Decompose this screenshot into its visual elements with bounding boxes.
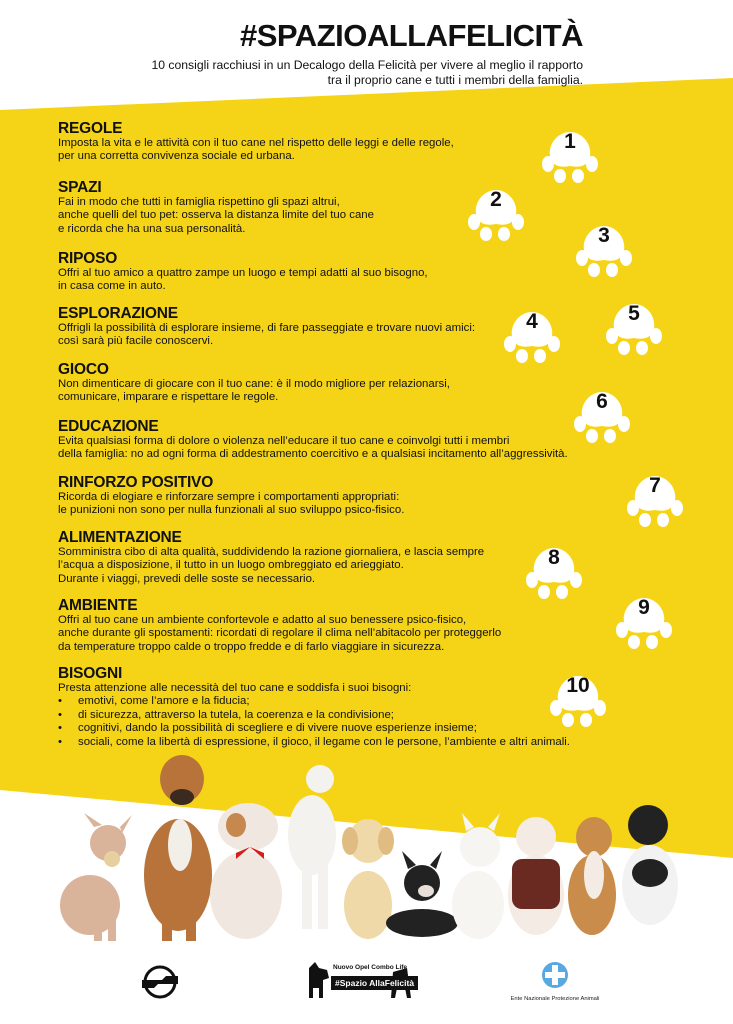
- combo-logo-hashtag: #Spazio AllaFelicità: [331, 976, 418, 990]
- section-gioco: [58, 361, 450, 405]
- section-title: RIPOSO: [58, 250, 118, 267]
- section-title: GIOCO: [58, 361, 109, 378]
- body-line: così sarà più facile conoscervi.: [58, 335, 214, 348]
- paw-number: 7: [649, 474, 661, 497]
- body-line: anche durante gli spostamenti: ricordati di regolare il clima nell’abitacolo per proteggerlo: [58, 627, 502, 640]
- body-line: Evita qualsiasi forma di dolore o violenza nell’educare il tuo cane e coinvolgi tutti i membri: [58, 435, 510, 447]
- page-subtitle: [63, 58, 583, 88]
- section-body: [58, 682, 570, 749]
- section-title: ESPLORAZIONE: [58, 305, 178, 322]
- poodle-sweater-dog: [508, 817, 564, 935]
- footer: [0, 950, 733, 1024]
- subtitle-line: tra il proprio cane e tutti i membri della famiglia.: [327, 73, 583, 87]
- body-line: Ricorda di elogiare e rinforzare sempre i comportamenti appropriati:: [58, 491, 400, 503]
- paw-print-icon: [574, 212, 634, 278]
- paw-number: 8: [548, 546, 560, 569]
- section-body: [58, 322, 475, 349]
- section-title: REGOLE: [58, 120, 123, 137]
- body-line: comunicare, imparare e rispettare le regole.: [58, 391, 279, 404]
- list-item: • emotivi, come l’amore e la fiducia;: [68, 695, 570, 708]
- list-item: • cognitivi, dando la possibilità di scegliere e di vivere nuove esperienze insieme;: [68, 722, 570, 735]
- bulldog-dog: [210, 803, 282, 939]
- westie-dog: [452, 813, 504, 939]
- section-title: ALIMENTAZIONE: [58, 529, 182, 546]
- boxer-dog: [144, 755, 212, 941]
- section-title: SPAZI: [58, 179, 102, 196]
- combo-life-logo: [305, 958, 415, 1004]
- chihuahua-dog: [60, 813, 132, 941]
- section-title: RINFORZO POSITIVO: [58, 474, 214, 491]
- paw-number: 6: [596, 390, 608, 413]
- body-line: anche quelli del tuo pet: osserva la distanza limite del tuo cane: [58, 209, 374, 222]
- body-line: le punizioni non sono per nulla funzionali al suo sviluppo psico-fisico.: [58, 504, 405, 517]
- body-line: da temperature troppo calde o troppo fredde e di farlo viaggiare in sicurezza.: [58, 640, 445, 653]
- section-body: [58, 614, 501, 654]
- paw-number: 5: [628, 302, 640, 325]
- list-item: • di sicurezza, attraverso la tutela, la coerenza e la condivisione;: [68, 709, 570, 722]
- section-body: [58, 546, 484, 586]
- body-line: Offrigli la possibilità di esplorare insieme, di fare passeggiate e trovare nuovi amici:: [58, 322, 476, 334]
- body-line: Imposta la vita e le attività con il tuo cane nel rispetto delle leggi e delle regole,: [58, 137, 454, 149]
- section-body: [58, 378, 450, 405]
- section-riposo: [58, 250, 428, 294]
- paw-print-icon: [466, 176, 526, 242]
- needs-list: [58, 695, 570, 749]
- dogs-illustration: [50, 755, 690, 945]
- section-bisogni: [58, 665, 570, 749]
- paw-number: 3: [598, 224, 610, 247]
- section-rinforzo-positivo: [58, 474, 404, 518]
- enpa-logo: [510, 958, 600, 1008]
- golden-retriever-puppy: [342, 819, 394, 939]
- page-title: #SPAZIOALLAFELICITÀ: [240, 18, 583, 53]
- section-body: [58, 137, 454, 164]
- paw-print-icon: [625, 462, 685, 528]
- french-bulldog-dog: [386, 851, 458, 937]
- paw-print-icon: [502, 298, 562, 364]
- body-line: Fai in modo che tutti in famiglia rispettino gli spazi altrui,: [58, 196, 340, 208]
- body-line: per una corretta convivenza sociale ed urbana.: [58, 150, 295, 163]
- section-spazi: [58, 179, 374, 236]
- section-title: BISOGNI: [58, 665, 123, 682]
- body-line: l’acqua a disposizione, il tutto in un luogo ombreggiato ed arieggiato.: [58, 559, 404, 572]
- section-regole: [58, 120, 454, 164]
- combo-logo-top-text: Nuovo Opel Combo Life: [333, 964, 408, 971]
- black-white-dog: [622, 805, 678, 925]
- white-terrier-dog: [288, 765, 336, 929]
- section-body: [58, 196, 374, 236]
- section-body: [58, 435, 568, 462]
- body-line: Durante i viaggi, prevedi delle soste se necessario.: [58, 572, 316, 585]
- list-item: • sociali, come la libertà di espressione, il gioco, il legame con le persone, l’ambiente e altri animali.: [68, 736, 570, 749]
- section-body: [58, 491, 404, 518]
- body-line: Offri al tuo cane un ambiente confortevole e adatto al suo benessere psico-fisico,: [58, 614, 467, 626]
- section-body: [58, 267, 428, 294]
- beagle-dog: [568, 817, 616, 935]
- body-line: Somministra cibo di alta qualità, suddividendo la razione giornaliera, e lascia sempre: [58, 546, 485, 558]
- paw-number: 2: [490, 188, 502, 211]
- section-title: EDUCAZIONE: [58, 418, 159, 435]
- paw-print-icon: [614, 584, 674, 650]
- paw-number: 9: [638, 596, 650, 619]
- body-line: Non dimenticare di giocare con il tuo cane: è il modo migliore per relazionarsi,: [58, 378, 450, 390]
- header: [0, 0, 733, 100]
- section-educazione: [58, 418, 568, 462]
- paw-print-icon: [540, 118, 600, 184]
- paw-print-icon: [572, 378, 632, 444]
- enpa-shield-icon: [540, 960, 570, 994]
- paw-number: 10: [566, 674, 590, 697]
- paw-number: 1: [564, 130, 576, 153]
- body-line: Offri al tuo amico a quattro zampe un luogo e tempi adatti al suo bisogno,: [58, 267, 428, 279]
- subtitle-line: 10 consigli racchiusi in un Decalogo della Felicità per vivere al meglio il rapporto: [151, 58, 583, 72]
- section-esplorazione: [58, 305, 475, 349]
- body-line: della famiglia: no ad ogni forma di addestramento coercitivo e a qualsiasi incitamento all’aggressività.: [58, 448, 568, 461]
- body-line: Presta attenzione alle necessità del tuo cane e soddisfa i suoi bisogni:: [58, 682, 412, 694]
- section-ambiente: [58, 597, 501, 654]
- section-title: AMBIENTE: [58, 597, 138, 614]
- paw-number: 4: [526, 310, 538, 333]
- body-line: e ricorda che ha una sua personalità.: [58, 222, 246, 235]
- paw-print-icon: [524, 534, 584, 600]
- paw-print-icon: [604, 290, 664, 356]
- paw-print-icon: [548, 662, 608, 728]
- opel-logo-icon: [140, 962, 180, 1002]
- body-line: in casa come in auto.: [58, 280, 166, 293]
- enpa-label: Ente Nazionale Protezione Animali: [510, 996, 600, 1002]
- section-alimentazione: [58, 529, 484, 586]
